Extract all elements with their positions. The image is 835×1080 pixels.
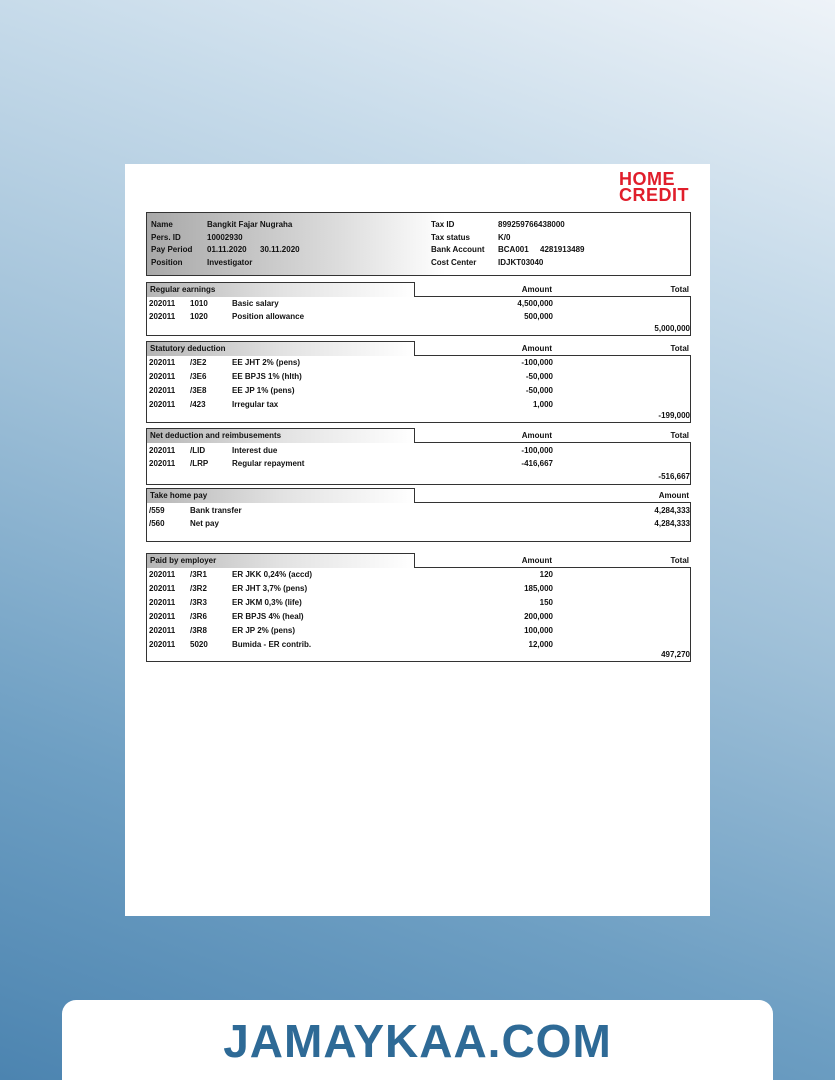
taxid-value: 899259766438000: [498, 220, 565, 229]
row-amount: 500,000: [524, 312, 553, 321]
row-amount: -50,000: [525, 372, 553, 381]
position-value: Investigator: [207, 258, 253, 267]
take-home-pay-section: [146, 488, 691, 543]
row-amount: 185,000: [524, 584, 553, 593]
row-code: /3R2: [190, 584, 207, 593]
section-total: -199,000: [658, 411, 690, 420]
section-title: Statutory deduction: [146, 341, 415, 356]
bank-label: Bank Account: [431, 245, 485, 254]
row-amount: 150: [539, 598, 553, 607]
bank-code: BCA001: [498, 245, 529, 254]
row-amount: 200,000: [524, 612, 553, 621]
row-period: 202011: [149, 386, 176, 395]
section-box: [146, 296, 691, 336]
section-title: Take home pay: [146, 488, 415, 503]
row-amount: 4,500,000: [517, 299, 553, 308]
row-code: 1020: [190, 312, 208, 321]
name-value: Bangkit Fajar Nugraha: [207, 220, 293, 229]
statutory-deduction-section: [146, 341, 691, 423]
row-code: /423: [190, 400, 206, 409]
row-code: /3E2: [190, 358, 207, 367]
row-period: 202011: [149, 312, 176, 321]
row-code: /3R3: [190, 598, 207, 607]
amount-header: Amount: [658, 491, 689, 500]
section-box: [146, 355, 691, 423]
section-box: [146, 567, 691, 662]
row-code: /3E8: [190, 386, 207, 395]
row-amount: -100,000: [521, 358, 553, 367]
section-total: 497,270: [661, 650, 690, 659]
regular-earnings-section: [146, 282, 691, 337]
row-code: /3R6: [190, 612, 207, 621]
row-amount: 100,000: [524, 626, 553, 635]
row-amount: 120: [539, 570, 553, 579]
row-period: 202011: [149, 584, 176, 593]
row-desc: Regular repayment: [232, 459, 305, 468]
row-desc: EE BPJS 1% (hlth): [232, 372, 302, 381]
row-code: /3R8: [190, 626, 207, 635]
section-box: [146, 502, 691, 542]
row-desc: Irregular tax: [232, 400, 279, 409]
period-from: 01.11.2020: [207, 245, 247, 254]
amount-header: Amount: [521, 285, 552, 294]
taxstatus-label: Tax status: [431, 233, 470, 242]
row-period: 202011: [149, 446, 176, 455]
row-amount: 4,284,333: [654, 506, 690, 515]
section-title: Net deduction and reimbusements: [146, 428, 415, 443]
row-desc: ER JHT 3,7% (pens): [232, 584, 308, 593]
total-header: Total: [670, 285, 689, 294]
row-desc: ER JKK 0,24% (accd): [232, 570, 313, 579]
row-code: /LID: [190, 446, 206, 455]
position-label: Position: [151, 258, 183, 267]
row-period: 202011: [149, 626, 176, 635]
row-period: 202011: [149, 358, 176, 367]
row-code: /3E6: [190, 372, 207, 381]
net-deduction-section: [146, 428, 691, 485]
row-code: 5020: [190, 640, 208, 649]
row-desc: Interest due: [232, 446, 278, 455]
row-period: 202011: [149, 400, 176, 409]
period-to: 30.11.2020: [260, 245, 300, 254]
section-total: 5,000,000: [654, 324, 690, 333]
watermark-text: JAMAYKAA.COM: [223, 1015, 612, 1067]
cost-value: IDJKT03040: [498, 258, 544, 267]
row-amount: 1,000: [532, 400, 553, 409]
section-title: Regular earnings: [146, 282, 415, 297]
row-code: /LRP: [190, 459, 209, 468]
row-period: 202011: [149, 372, 176, 381]
taxstatus-value: K/0: [498, 233, 511, 242]
bank-number: 4281913489: [540, 245, 585, 254]
cost-label: Cost Center: [431, 258, 477, 267]
row-desc: EE JP 1% (pens): [232, 386, 295, 395]
name-label: Name: [151, 220, 173, 229]
row-period: 202011: [149, 612, 176, 621]
row-amount: -100,000: [521, 446, 553, 455]
watermark-banner: [62, 1000, 773, 1080]
row-desc: ER BPJS 4% (heal): [232, 612, 304, 621]
row-desc: Net pay: [190, 519, 219, 528]
amount-header: Amount: [521, 431, 552, 440]
pers-label: Pers. ID: [151, 233, 181, 242]
section-total: -516,667: [658, 472, 690, 481]
row-period: 202011: [149, 598, 176, 607]
row-amount: -416,667: [521, 459, 553, 468]
row-desc: ER JKM 0,3% (life): [232, 598, 302, 607]
taxid-label: Tax ID: [431, 220, 455, 229]
row-code: 1010: [190, 299, 208, 308]
row-period: 202011: [149, 570, 176, 579]
row-amount: 4,284,333: [654, 519, 690, 528]
home-credit-logo: HOME CREDIT: [619, 169, 689, 205]
pers-value: 10002930: [207, 233, 243, 242]
row-desc: Basic salary: [232, 299, 279, 308]
row-period: 202011: [149, 459, 176, 468]
row-period: 202011: [149, 299, 176, 308]
amount-header: Amount: [521, 344, 552, 353]
row-desc: EE JHT 2% (pens): [232, 358, 301, 367]
total-header: Total: [670, 344, 689, 353]
section-title: Paid by employer: [146, 553, 415, 568]
paid-by-employer-section: [146, 553, 691, 663]
row-desc: Bumida - ER contrib.: [232, 640, 312, 649]
total-header: Total: [670, 556, 689, 565]
payslip-sheet: [125, 164, 710, 916]
employee-info-box: [146, 212, 691, 276]
row-code: /559: [149, 506, 165, 515]
row-amount: 12,000: [528, 640, 553, 649]
period-label: Pay Period: [151, 245, 193, 254]
row-period: 202011: [149, 640, 176, 649]
row-desc: Position allowance: [232, 312, 305, 321]
row-code: /3R1: [190, 570, 207, 579]
total-header: Total: [670, 431, 689, 440]
row-amount: -50,000: [525, 386, 553, 395]
row-desc: ER JP 2% (pens): [232, 626, 295, 635]
section-box: [146, 442, 691, 485]
row-code: /560: [149, 519, 165, 528]
amount-header: Amount: [521, 556, 552, 565]
row-desc: Bank transfer: [190, 506, 242, 515]
